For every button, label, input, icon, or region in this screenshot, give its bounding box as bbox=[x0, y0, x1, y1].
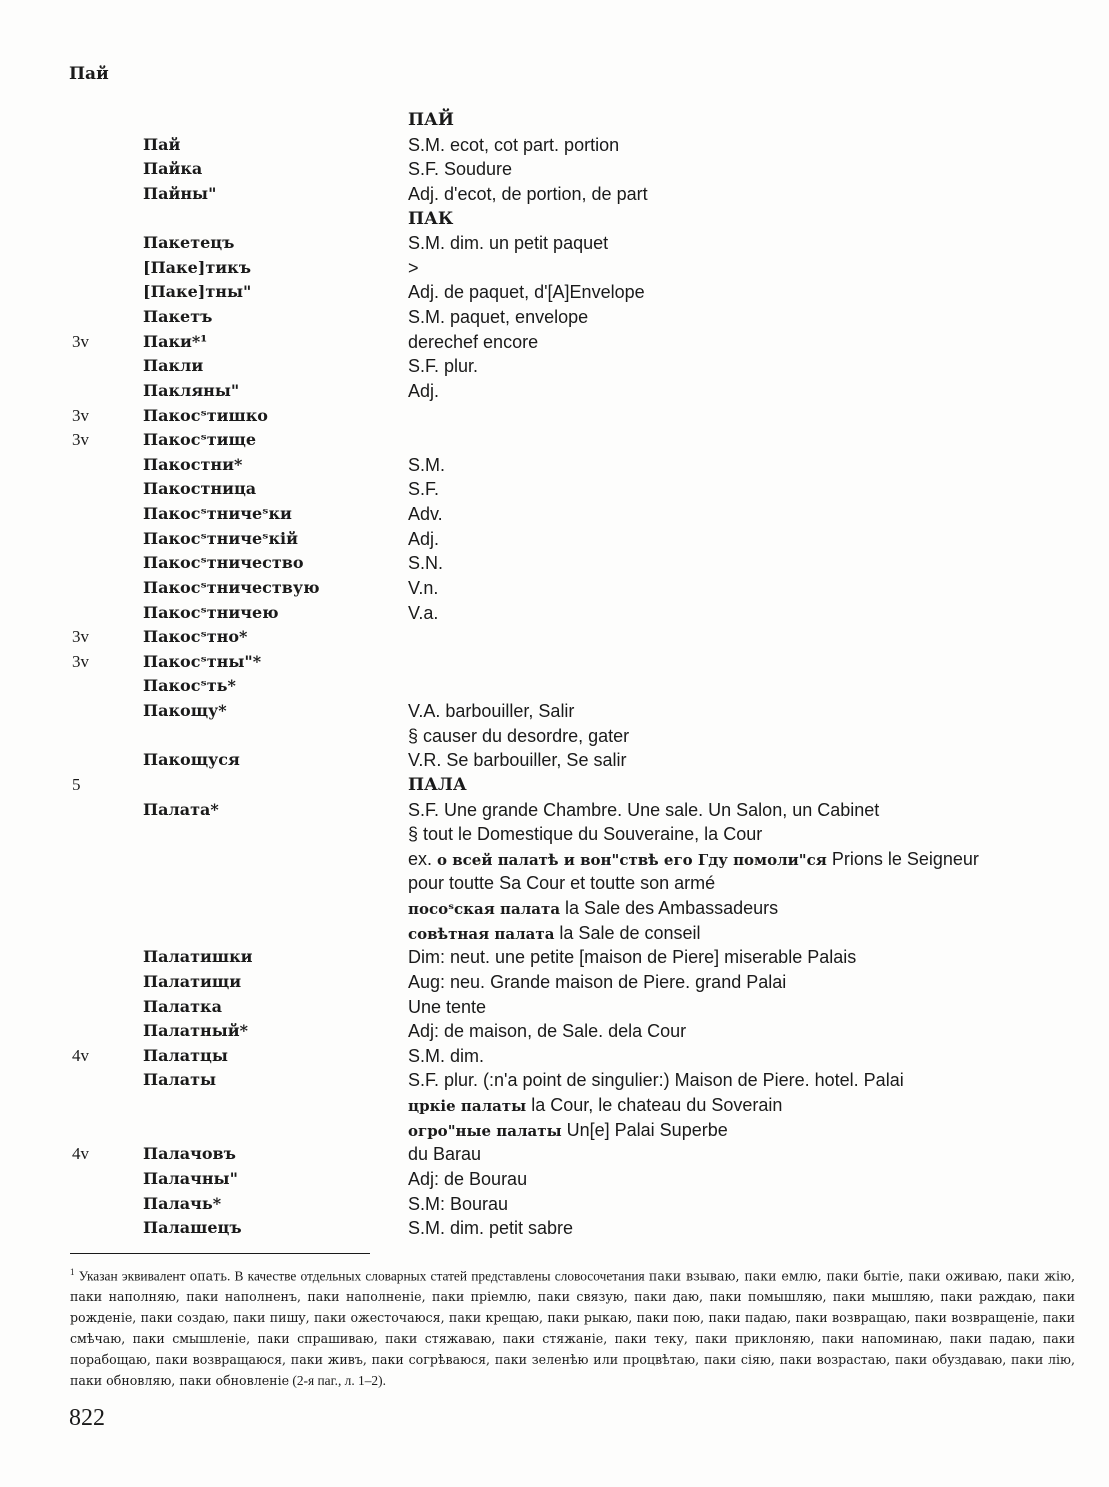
definition: S.M. dim. un petit paquet bbox=[408, 233, 609, 254]
section-heading-row bbox=[0, 108, 1109, 133]
definition bbox=[408, 847, 979, 873]
headword: [Паке]тны" bbox=[143, 282, 252, 302]
definition: S.M: Bourau bbox=[408, 1193, 509, 1214]
entry-row bbox=[0, 453, 1109, 478]
entry-row bbox=[0, 157, 1109, 182]
entry-row bbox=[0, 354, 1109, 379]
entry-row bbox=[0, 601, 1109, 626]
margin-ref: 3v bbox=[72, 651, 89, 671]
definition: S.F. Soudure bbox=[408, 159, 513, 180]
slavonic-phrase: совѣтная палата bbox=[408, 924, 555, 943]
headword: [Паке]тикъ bbox=[143, 257, 251, 277]
entry-list bbox=[0, 108, 1109, 1241]
section-heading-row bbox=[0, 773, 1109, 798]
entry-row bbox=[0, 477, 1109, 502]
headword: Пакостни* bbox=[143, 454, 243, 474]
headword: Пакосˢтничество bbox=[143, 553, 304, 573]
margin-ref: 3v bbox=[72, 627, 89, 647]
definition: S.M. ecot, cot part. portion bbox=[408, 134, 620, 155]
definition: S.M. paquet, envelope bbox=[408, 307, 589, 327]
definition: S.F. plur. (:n'a point de singulier:) Maison de Piere. hotel. Palai bbox=[408, 1070, 904, 1091]
headword: Пакетъ bbox=[143, 307, 213, 326]
footnote-text-a: . В качестве отдельных словарных статей представлены словосочетания bbox=[226, 1268, 649, 1284]
headword: Пакощу* bbox=[143, 701, 227, 720]
entry-row bbox=[0, 502, 1109, 527]
definition bbox=[408, 1093, 782, 1119]
footnote-mark: 1 bbox=[70, 1267, 75, 1277]
entry-row bbox=[0, 748, 1109, 773]
margin-ref: 5 bbox=[72, 774, 81, 794]
definition: Adj. d'ecot, de portion, de part bbox=[408, 183, 648, 204]
definition: Adj. bbox=[408, 528, 440, 549]
definition: S.M. dim. petit sabre bbox=[408, 1218, 574, 1239]
headword: Палачь* bbox=[143, 1193, 222, 1213]
margin-ref: 4v bbox=[72, 1144, 89, 1164]
definition: S.M. dim. bbox=[408, 1045, 485, 1066]
definition bbox=[408, 1118, 728, 1144]
entry-row bbox=[0, 330, 1109, 355]
definition: pour toutte Sa Cour et toutte son armé bbox=[408, 873, 716, 894]
entry-row bbox=[0, 945, 1109, 970]
entry-row bbox=[0, 1019, 1109, 1044]
headword: Пакосˢтно* bbox=[143, 627, 248, 647]
footnote-intro: Указан эквивалент bbox=[74, 1268, 190, 1284]
definition: S.N. bbox=[408, 553, 444, 574]
definition: Une tente bbox=[408, 996, 487, 1017]
entry-row bbox=[0, 724, 1109, 749]
section-heading: ПАЙ bbox=[408, 110, 454, 130]
entry-row bbox=[0, 674, 1109, 699]
definition-translation: Un[e] Palai Superbe bbox=[561, 1119, 728, 1140]
entry-row bbox=[0, 921, 1109, 946]
margin-ref: 3v bbox=[72, 430, 89, 450]
entry-row bbox=[0, 871, 1109, 896]
headword: Палатищи bbox=[143, 971, 242, 991]
headword: Пакосˢтничеˢки bbox=[143, 504, 292, 523]
slavonic-phrase: цркіе палаты bbox=[408, 1097, 527, 1115]
footnote-rule bbox=[70, 1253, 370, 1254]
definition: du Barau bbox=[408, 1144, 482, 1165]
definition: V.A. barbouiller, Salir bbox=[408, 701, 575, 721]
entry-row bbox=[0, 428, 1109, 453]
running-head: Пай bbox=[69, 64, 109, 84]
entry-row bbox=[0, 625, 1109, 650]
entry-row bbox=[0, 133, 1109, 158]
headword: Пайка bbox=[143, 159, 203, 179]
section-heading: ПАК bbox=[408, 208, 454, 229]
definition: § tout le Domestique du Souveraine, la Cour bbox=[408, 824, 763, 845]
definition: V.n. bbox=[408, 577, 439, 598]
entry-row bbox=[0, 847, 1109, 872]
entry-row bbox=[0, 280, 1109, 305]
definition: > bbox=[408, 257, 419, 278]
headword: Палата* bbox=[143, 799, 219, 819]
page-number: 822 bbox=[69, 1405, 105, 1431]
entry-row bbox=[0, 970, 1109, 995]
entry-row bbox=[0, 1216, 1109, 1241]
margin-ref: 3v bbox=[72, 405, 89, 425]
headword: Пакетецъ bbox=[143, 233, 235, 253]
entry-row bbox=[0, 798, 1109, 823]
headword: Палатишки bbox=[143, 947, 253, 967]
definition: V.a. bbox=[408, 602, 439, 623]
entry-row bbox=[0, 404, 1109, 429]
headword: Пакосˢть* bbox=[143, 676, 236, 696]
entry-row bbox=[0, 1093, 1109, 1118]
entry-row bbox=[0, 379, 1109, 404]
definition: Adj: de Bourau bbox=[408, 1168, 528, 1189]
entry-row bbox=[0, 182, 1109, 207]
slavonic-phrase: о всей палатѣ и вон"ствѣ его Гду помоли"ся bbox=[437, 850, 827, 869]
entry-row bbox=[0, 1192, 1109, 1217]
definition bbox=[408, 921, 701, 947]
entry-row bbox=[0, 576, 1109, 601]
footnote bbox=[70, 1262, 1075, 1391]
headword: Палашецъ bbox=[143, 1218, 242, 1238]
headword: Палатцы bbox=[143, 1045, 228, 1065]
entry-row bbox=[0, 699, 1109, 724]
entry-row bbox=[0, 1044, 1109, 1069]
headword: Пакосˢтище bbox=[143, 430, 257, 450]
headword: Пакосˢтишко bbox=[143, 405, 268, 425]
entry-row bbox=[0, 527, 1109, 552]
definition: Aug: neu. Grande maison de Piere. grand Palai bbox=[408, 971, 787, 992]
headword: Палаты bbox=[143, 1070, 217, 1090]
definition: derechef encore bbox=[408, 331, 539, 352]
headword: Пай bbox=[143, 134, 181, 154]
section-heading-row bbox=[0, 207, 1109, 232]
headword: Пакляны" bbox=[143, 380, 240, 400]
definition-translation: la Cour, le chateau du Soverain bbox=[526, 1095, 783, 1115]
entry-row bbox=[0, 305, 1109, 330]
entry-row bbox=[0, 1068, 1109, 1093]
headword: Палатка bbox=[143, 996, 222, 1016]
definition: S.F. bbox=[408, 479, 440, 500]
entry-row bbox=[0, 822, 1109, 847]
margin-ref: 4v bbox=[72, 1045, 89, 1065]
headword: Пакосˢтны"* bbox=[143, 651, 262, 671]
footnote-phrases: паки взываю, паки емлю, паки бытіе, паки оживаю, паки жію, паки наполняю, паки наполненъ, паки наполненіе, паки пріемлю, паки связую, паки даю, паки помышляю, паки мышляю, паки раждаю, паки рожденіе, паки создаю, паки пишу, паки ожесточаюся, паки крещаю, паки рыкаю, паки пою, паки падаю, паки возвращаю, паки возвращеніе, паки смѣчаю, паки смышленіе, паки спрашиваю, паки стяжаваю, паки стяжаніе, паки теку, паки приклоняю, паки напоминаю, паки падаю, паки порабощаю, паки возвращаюся, паки живъ, паки согрѣваюся, паки зеленѣю или процвѣтаю, паки сіяю, паки возрастаю, паки обуздаваю, паки лію, паки обновляю, паки обновленіе bbox=[70, 1268, 1075, 1389]
entry-row bbox=[0, 650, 1109, 675]
definition: Adv. bbox=[408, 504, 443, 524]
definition: S.F. Une grande Chambre. Une sale. Un Salon, un Cabinet bbox=[408, 799, 880, 820]
footnote-equivalent: опать bbox=[189, 1268, 227, 1284]
entry-row bbox=[0, 995, 1109, 1020]
headword: Пакосˢтничеˢкій bbox=[143, 528, 298, 548]
section-heading: ПАЛА bbox=[408, 774, 467, 795]
definition: Dim: neut. une petite [maison de Piere] miserable Palais bbox=[408, 947, 857, 968]
footnote-text-b: (2-я паг., л. 1–2). bbox=[289, 1373, 386, 1389]
entry-row bbox=[0, 551, 1109, 576]
headword: Пайны" bbox=[143, 183, 217, 203]
entry-row bbox=[0, 896, 1109, 921]
definition: § causer du desordre, gater bbox=[408, 725, 630, 746]
definition: Adj: de maison, de Sale. dela Cour bbox=[408, 1021, 687, 1042]
definition-translation: la Sale de conseil bbox=[554, 922, 701, 943]
definition: S.F. plur. bbox=[408, 356, 479, 377]
definition-prefix: ex. bbox=[408, 848, 438, 869]
headword: Палатный* bbox=[143, 1021, 249, 1041]
entry-row bbox=[0, 231, 1109, 256]
definition: Adj. bbox=[408, 380, 440, 401]
headword: Пакостница bbox=[143, 479, 257, 499]
slavonic-phrase: огро"ные палаты bbox=[408, 1121, 562, 1140]
slavonic-phrase: посоˢская палата bbox=[408, 900, 561, 918]
definition bbox=[408, 896, 778, 922]
headword: Пакосˢтничею bbox=[143, 602, 279, 622]
definition-translation: la Sale des Ambassadeurs bbox=[560, 898, 779, 918]
headword: Паки*¹ bbox=[143, 331, 208, 351]
definition-translation: Prions le Seigneur bbox=[826, 848, 979, 869]
definition: V.R. Se barbouiller, Se salir bbox=[408, 750, 627, 771]
definition: Adj. de paquet, d'[A]Envelope bbox=[408, 282, 645, 303]
headword: Пакощуся bbox=[143, 750, 240, 770]
headword: Пакосˢтничествую bbox=[143, 577, 320, 597]
entry-row bbox=[0, 1167, 1109, 1192]
entry-row bbox=[0, 1118, 1109, 1143]
margin-ref: 3v bbox=[72, 331, 89, 351]
headword: Пакли bbox=[143, 356, 204, 376]
headword: Палачовъ bbox=[143, 1144, 236, 1164]
definition: S.M. bbox=[408, 454, 446, 475]
entry-row bbox=[0, 1142, 1109, 1167]
headword: Палачны" bbox=[143, 1168, 238, 1188]
entry-row bbox=[0, 256, 1109, 281]
